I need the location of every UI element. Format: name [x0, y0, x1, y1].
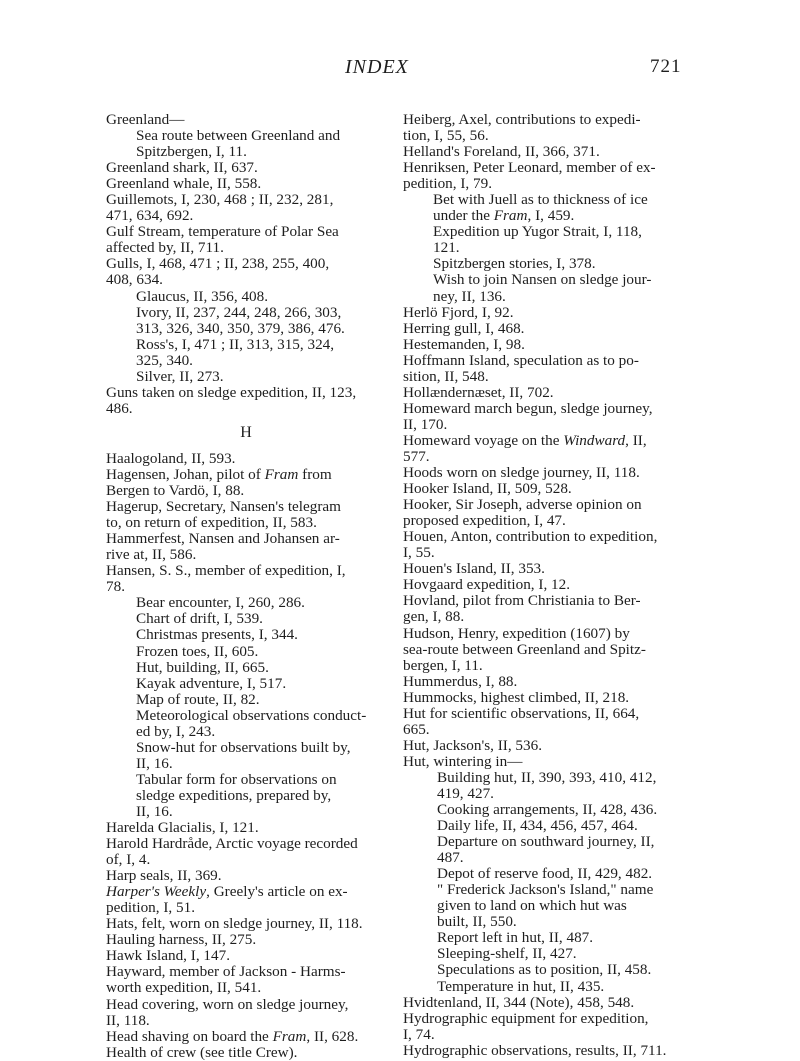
index-entry	[106, 932, 386, 948]
entry-line: Harelda Glacialis, I, 121.	[106, 819, 259, 837]
index-subentry	[106, 644, 386, 660]
entry-line: II, 16.	[136, 802, 173, 820]
index-entry	[403, 321, 685, 337]
index-entry	[403, 160, 685, 192]
entry-line: given to land on which hut was	[437, 897, 627, 915]
index-entry	[106, 964, 386, 996]
entry-line: sition, II, 548.	[403, 367, 489, 385]
index-entry	[403, 706, 685, 738]
entry-line: ney, II, 136.	[433, 287, 506, 305]
entry-line: Hummocks, highest climbed, II, 218.	[403, 688, 630, 706]
entry-line: Haalogoland, II, 593.	[106, 449, 236, 467]
entry-line: Hovgaard expedition, I, 12.	[403, 576, 571, 594]
index-subentry	[403, 946, 685, 962]
index-entry	[403, 593, 685, 625]
index-entry	[106, 451, 386, 467]
index-entry	[106, 948, 386, 964]
entry-line: to, on return of expedition, II, 583.	[106, 514, 317, 532]
index-entry	[403, 995, 685, 1011]
entry-line: Gulls, I, 468, 471 ; II, 238, 255, 400,	[106, 255, 330, 273]
index-subentry	[403, 979, 685, 995]
entry-line: Ivory, II, 237, 244, 248, 266, 303,	[136, 303, 342, 321]
entry-line: Tabular form for observations on	[136, 770, 337, 788]
entry-line: Bergen to Vardö, I, 88.	[106, 482, 245, 500]
index-entry	[106, 1045, 386, 1061]
entry-line: Hudson, Henry, expedition (1607) by	[403, 624, 630, 642]
index-entry	[403, 481, 685, 497]
entry-line: Harold Hardråde, Arctic voyage recorded	[106, 835, 358, 853]
entry-line: Herring gull, I, 468.	[403, 319, 525, 337]
entry-line: Hagensen, Johan, pilot of Fram from	[106, 465, 332, 483]
index-subentry	[403, 962, 685, 978]
index-subentry	[403, 818, 685, 834]
index-column-right	[403, 112, 685, 1059]
index-entry	[403, 577, 685, 593]
index-subentry	[106, 708, 386, 740]
entry-line: Greenland whale, II, 558.	[106, 175, 262, 193]
index-subentry	[403, 834, 685, 866]
entry-line: Hauling harness, II, 275.	[106, 931, 257, 949]
entry-line: 325, 340.	[136, 351, 193, 369]
entry-line: pedition, I, 79.	[403, 175, 493, 193]
index-subentry	[403, 802, 685, 818]
entry-line: Hummerdus, I, 88.	[403, 672, 518, 690]
entry-line: sledge expeditions, prepared by,	[136, 786, 332, 804]
running-title: INDEX	[345, 56, 409, 78]
index-entry	[106, 884, 386, 916]
index-entry	[403, 529, 685, 561]
entry-line: Henriksen, Peter Leonard, member of ex-	[403, 159, 656, 177]
index-subentry	[403, 272, 685, 304]
entry-line: Health of crew (see title Crew).	[106, 1043, 298, 1061]
index-subentry	[106, 305, 386, 337]
entry-line: Hydrographic equipment for expedition,	[403, 1009, 649, 1027]
entry-line: worth expedition, II, 541.	[106, 979, 262, 997]
entry-line: Hooker, Sir Joseph, adverse opinion on	[403, 496, 642, 514]
entry-line: Frozen toes, II, 605.	[136, 642, 259, 660]
entry-line: Depot of reserve food, II, 429, 482.	[437, 865, 653, 883]
entry-line: 408, 634.	[106, 271, 163, 289]
entry-line: tion, I, 55, 56.	[403, 127, 489, 145]
entry-line: " Frederick Jackson's Island," name	[437, 881, 654, 899]
entry-line: Kayak adventure, I, 517.	[136, 674, 287, 692]
entry-line: Harp seals, II, 369.	[106, 867, 222, 885]
index-subentry	[403, 224, 685, 256]
entry-line: Heiberg, Axel, contributions to expedi-	[403, 111, 641, 128]
index-subentry	[403, 930, 685, 946]
page-number: 721	[650, 56, 682, 77]
index-entry	[106, 192, 386, 224]
entry-line: Hvidtenland, II, 344 (Note), 458, 548.	[403, 993, 635, 1011]
entry-line: rive at, II, 586.	[106, 546, 197, 564]
entry-line: Cooking arrangements, II, 428, 436.	[437, 801, 658, 819]
entry-line: Head covering, worn on sledge journey,	[106, 995, 349, 1013]
entry-line: Hut, building, II, 665.	[136, 658, 269, 676]
entry-line: ed by, I, 243.	[136, 722, 216, 740]
entry-line: Hansen, S. S., member of expedition, I,	[106, 562, 346, 580]
entry-line: II, 170.	[403, 415, 448, 433]
index-entry	[106, 385, 386, 417]
index-entry	[106, 1029, 386, 1045]
entry-line: Hoffmann Island, speculation as to po-	[403, 351, 639, 369]
index-subentry	[106, 611, 386, 627]
index-entry	[403, 626, 685, 674]
index-entry	[403, 385, 685, 401]
entry-line: 471, 634, 692.	[106, 207, 194, 225]
entry-line: Hoods worn on sledge journey, II, 118.	[403, 464, 640, 482]
section-letter	[106, 417, 386, 451]
entry-line: Snow-hut for observations built by,	[136, 738, 351, 756]
entry-line: 419, 427.	[437, 784, 494, 802]
entry-line: Homeward voyage on the Windward, II,	[403, 431, 647, 449]
entry-line: Harper's Weekly, Greely's article on ex-	[106, 883, 348, 901]
entry-line: Homeward march begun, sledge journey,	[403, 399, 653, 417]
entry-line: Spitzbergen stories, I, 378.	[433, 255, 596, 273]
index-subentry	[403, 882, 685, 930]
entry-line: Guillemots, I, 230, 468 ; II, 232, 281,	[106, 191, 334, 209]
index-entry	[403, 465, 685, 481]
index-entry	[106, 256, 386, 288]
entry-line: Daily life, II, 434, 456, 457, 464.	[437, 817, 638, 835]
entry-line: Silver, II, 273.	[136, 367, 224, 385]
entry-line: Hollændernæset, II, 702.	[403, 383, 554, 401]
index-entry	[106, 160, 386, 176]
entry-line: 78.	[106, 578, 125, 596]
entry-line: Head shaving on board the Fram, II, 628.	[106, 1027, 359, 1045]
entry-line: Hammerfest, Nansen and Johansen ar-	[106, 530, 340, 548]
entry-line: Hagerup, Secretary, Nansen's telegram	[106, 498, 341, 516]
index-subentry	[106, 740, 386, 772]
entry-line: Bet with Juell as to thickness of ice	[433, 191, 648, 209]
index-entry	[403, 1043, 685, 1059]
index-entry	[106, 820, 386, 836]
index-subentry	[106, 337, 386, 369]
index-subentry	[403, 192, 685, 224]
entry-line: Christmas presents, I, 344.	[136, 626, 298, 644]
entry-line: 577.	[403, 447, 430, 465]
entry-line: bergen, I, 11.	[403, 656, 483, 674]
index-entry	[403, 401, 685, 433]
entry-line: under the Fram, I, 459.	[433, 207, 575, 225]
index-entry	[403, 112, 685, 144]
entry-line: I, 55.	[403, 544, 435, 562]
entry-line: Expedition up Yugor Strait, I, 118,	[433, 223, 642, 241]
entry-line: Hut, Jackson's, II, 536.	[403, 736, 542, 754]
entry-line: Guns taken on sledge expedition, II, 123,	[106, 383, 357, 401]
index-entry	[403, 754, 685, 770]
running-header	[0, 50, 800, 80]
index-entry	[403, 433, 685, 465]
index-entry	[403, 690, 685, 706]
entry-line: Wish to join Nansen on sledge jour-	[433, 271, 652, 289]
entry-line: Hut, wintering in—	[403, 752, 523, 770]
entry-line: Glaucus, II, 356, 408.	[136, 287, 269, 305]
entry-line: Hovland, pilot from Christiania to Ber-	[403, 592, 641, 610]
index-subentry	[403, 770, 685, 802]
entry-line: Hawk Island, I, 147.	[106, 947, 231, 965]
index-entry	[106, 176, 386, 192]
entry-line: Map of route, II, 82.	[136, 690, 260, 708]
entry-line: sea-route between Greenland and Spitz-	[403, 640, 646, 658]
entry-line: Hut for scientific observations, II, 664,	[403, 704, 640, 722]
entry-line: Ross's, I, 471 ; II, 313, 315, 324,	[136, 335, 335, 353]
index-entry	[403, 305, 685, 321]
index-entry	[106, 997, 386, 1029]
entry-line: Houen, Anton, contribution to expedition,	[403, 528, 658, 546]
entry-line: 313, 326, 340, 350, 379, 386, 476.	[136, 319, 345, 337]
entry-line: built, II, 550.	[437, 913, 517, 931]
entry-line: Sea route between Greenland and	[136, 127, 341, 145]
entry-line: 665.	[403, 720, 430, 738]
entry-line: Greenland—	[106, 111, 185, 128]
entry-line: Speculations as to position, II, 458.	[437, 961, 652, 979]
index-entry	[106, 836, 386, 868]
index-subentry	[403, 256, 685, 272]
index-entry	[403, 144, 685, 160]
index-entry	[106, 499, 386, 531]
entry-line: Temperature in hut, II, 435.	[437, 977, 605, 995]
entry-line: 487.	[437, 849, 464, 867]
entry-line: affected by, II, 711.	[106, 239, 224, 257]
entry-line: gen, I, 88.	[403, 608, 465, 626]
entry-line: Spitzbergen, I, 11.	[136, 143, 247, 161]
index-column-left	[106, 112, 386, 1061]
index-entry	[106, 868, 386, 884]
entry-line: Meteorological observations conduct-	[136, 706, 367, 724]
entry-line: II, 16.	[136, 754, 173, 772]
index-subentry	[106, 660, 386, 676]
entry-line: I, 74.	[403, 1025, 435, 1043]
entry-line: Hats, felt, worn on sledge journey, II, 118.	[106, 915, 363, 933]
index-subentry	[106, 289, 386, 305]
entry-line: Hayward, member of Jackson - Harms-	[106, 963, 346, 981]
entry-line: Houen's Island, II, 353.	[403, 560, 545, 578]
entry-line: Hydrographic observations, results, II, 711.	[403, 1041, 667, 1059]
index-entry	[403, 353, 685, 385]
index-entry	[106, 563, 386, 595]
entry-line: Bear encounter, I, 260, 286.	[136, 594, 305, 612]
entry-line: 121.	[433, 239, 460, 257]
entry-line: Report left in hut, II, 487.	[437, 929, 594, 947]
entry-line: proposed expedition, I, 47.	[403, 512, 566, 530]
entry-line: pedition, I, 51.	[106, 899, 196, 917]
index-entry	[106, 531, 386, 563]
index-entry	[403, 674, 685, 690]
entry-line: Greenland shark, II, 637.	[106, 159, 258, 177]
index-subentry	[106, 772, 386, 820]
entry-line: II, 118.	[106, 1011, 150, 1029]
entry-line: Building hut, II, 390, 393, 410, 412,	[437, 768, 657, 786]
entry-line: Hooker Island, II, 509, 528.	[403, 480, 572, 498]
index-entry	[403, 561, 685, 577]
entry-line: Departure on southward journey, II,	[437, 833, 655, 851]
entry-line: Helland's Foreland, II, 366, 371.	[403, 143, 600, 161]
entry-line: of, I, 4.	[106, 851, 151, 869]
index-subentry	[403, 866, 685, 882]
index-subentry	[106, 676, 386, 692]
entry-line: Gulf Stream, temperature of Polar Sea	[106, 223, 339, 241]
index-entry	[106, 224, 386, 256]
entry-line: H	[240, 423, 252, 441]
index-entry	[403, 1011, 685, 1043]
index-entry	[403, 738, 685, 754]
index-subentry	[106, 128, 386, 160]
index-subentry	[106, 692, 386, 708]
entry-line: Herlö Fjord, I, 92.	[403, 303, 514, 321]
index-entry	[106, 467, 386, 499]
index-subentry	[106, 369, 386, 385]
entry-line: Sleeping-shelf, II, 427.	[437, 945, 577, 963]
index-entry	[403, 337, 685, 353]
index-subentry	[106, 627, 386, 643]
index-entry	[403, 497, 685, 529]
entry-line: Chart of drift, I, 539.	[136, 610, 263, 628]
index-subentry	[106, 595, 386, 611]
index-entry	[106, 112, 386, 128]
entry-line: Hestemanden, I, 98.	[403, 335, 525, 353]
index-entry	[106, 916, 386, 932]
entry-line: 486.	[106, 399, 133, 417]
